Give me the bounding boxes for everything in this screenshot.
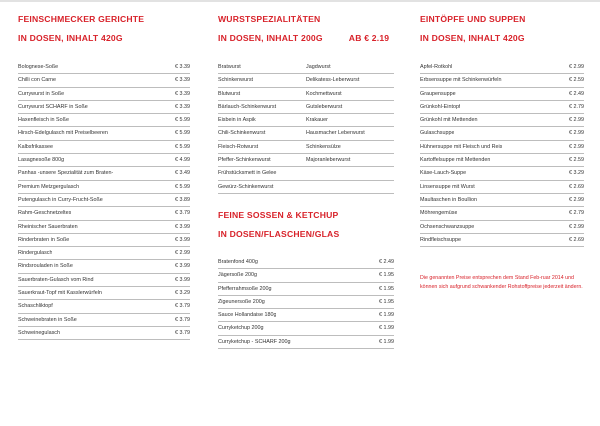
item-price: € 2.99 [175, 250, 190, 257]
item-name: Rinderbraten in Soße [18, 236, 70, 243]
item-price: € 1.95 [379, 272, 394, 279]
item-name: Rheinischer Sauerbraten [18, 223, 78, 230]
item-price: € 3.29 [175, 290, 190, 297]
item-price: € 2.99 [569, 196, 584, 203]
item-name: Grünkohl-Eintopf [420, 103, 461, 110]
item-price: € 3.89 [175, 196, 190, 203]
menu-row [218, 269, 394, 282]
menu-row [18, 314, 190, 327]
wurst-name-right: Delikatess-Leberwurst [306, 77, 360, 84]
item-name: Chilli con Carne [18, 77, 57, 84]
item-price: € 1.99 [379, 312, 394, 319]
item-name: Panhas -unsere Spezialität zum Braten- [18, 170, 114, 177]
wurst-row [218, 181, 394, 194]
item-price: € 3.99 [175, 223, 190, 230]
menu-row [218, 296, 394, 309]
menu-row [420, 181, 584, 194]
wurst-name-right: Majoranleberwurst [306, 157, 351, 164]
menu-row [420, 101, 584, 114]
menu-row [420, 194, 584, 207]
item-name: Rahm-Geschnetzeltes [18, 210, 72, 217]
item-name: Hirsch-Edelgulasch mit Preiselbeeren [18, 130, 108, 137]
item-price: € 3.79 [175, 210, 190, 217]
item-price: € 3.39 [175, 103, 190, 110]
wurst-name-right: Krakauer [306, 117, 328, 124]
item-price: € 3.79 [175, 329, 190, 336]
item-name: Hühnersuppe mit Fleisch und Reis [420, 143, 503, 150]
menu-row [218, 309, 394, 322]
item-name: Rindfleischsuppe [420, 236, 462, 243]
wurst-list [218, 61, 394, 194]
menu-row [218, 283, 394, 296]
menu-row [18, 61, 190, 74]
wurst-name-left: Fleisch-Rotwurst [218, 143, 259, 150]
item-name: Putengulasch in Curry-Frucht-Soße [18, 196, 103, 203]
wurst-name-left: Gewürz-Schinkenwurst [218, 183, 274, 190]
item-price: € 5.99 [175, 117, 190, 124]
item-price: € 2.99 [569, 64, 584, 70]
item-price: € 2.99 [569, 143, 584, 150]
item-price: € 5.99 [175, 130, 190, 137]
item-price: € 2.69 [569, 183, 584, 190]
column-eintoepfe [420, 0, 584, 292]
menu-row [18, 114, 190, 127]
menu-row [18, 127, 190, 140]
wurst-row [218, 141, 394, 154]
wurst-name-right: Gutsleberwurst [306, 103, 343, 110]
menu-row [420, 221, 584, 234]
menu-row [18, 88, 190, 101]
item-price: € 3.99 [175, 236, 190, 243]
section-heading-feinschmecker: FEINSCHMECKER GERICHTE IN DOSEN, INHALT 420G [18, 14, 145, 43]
item-price: € 3.29 [569, 170, 584, 177]
menu-row [18, 327, 190, 340]
item-price: € 2.79 [569, 103, 584, 110]
menu-row [18, 300, 190, 313]
menu-row [420, 127, 584, 140]
item-price: € 2.49 [379, 258, 394, 265]
menu-row [420, 74, 584, 87]
wurst-name-right [306, 181, 394, 193]
item-name: Gulaschsuppe [420, 130, 455, 137]
item-price: € 2.99 [569, 223, 584, 230]
menu-row [420, 88, 584, 101]
item-price: € 3.39 [175, 90, 190, 97]
menu-row [420, 207, 584, 220]
wurst-row [218, 167, 394, 180]
wurst-name-right [306, 167, 394, 179]
wurst-row [218, 127, 394, 140]
item-name: Bolognese-Soße [18, 64, 59, 70]
menu-row [18, 234, 190, 247]
item-price: € 1.95 [379, 298, 394, 305]
menu-row [420, 61, 584, 74]
item-name: Currywurst SCHARF in Soße [18, 103, 88, 110]
item-price: € 3.99 [175, 263, 190, 270]
wurst-row [218, 101, 394, 114]
wurst-name-left: Bärlauch-Schinkenwurst [218, 103, 277, 110]
item-name: Sauerbraten-Gulasch vom Rind [18, 276, 94, 283]
menu-row [218, 322, 394, 335]
item-name: Lasagnesoße 800g [18, 157, 65, 164]
item-name: Kalbsfrikassee [18, 143, 54, 150]
menu-row [18, 181, 190, 194]
section-heading-wurst: WURSTSPEZIALITÄTEN IN DOSEN, INHALT 200G AB € 2.19 [218, 14, 390, 43]
menu-row [18, 101, 190, 114]
item-name: Pfefferrahmsoße 200g [218, 285, 272, 292]
item-price: € 3.99 [175, 276, 190, 283]
item-price: € 1.95 [379, 285, 394, 292]
menu-row [218, 336, 394, 349]
item-price: € 5.99 [175, 143, 190, 150]
item-price: € 1.99 [379, 325, 394, 332]
wurst-name-left: Eisbein in Aspik [218, 117, 256, 124]
item-name: Ochsenschwanzsuppe [420, 223, 475, 230]
item-name: Currywurst in Soße [18, 90, 65, 97]
wurst-row [218, 114, 394, 127]
item-price: € 2.49 [569, 90, 584, 97]
item-name: Sauerkraut-Topf mit Kasslerwürfeln [18, 290, 102, 297]
item-price: € 4.99 [175, 157, 190, 164]
menu-row [18, 221, 190, 234]
menu-row [420, 114, 584, 127]
item-name: Erbsensuppe mit Schinkenwürfeln [420, 77, 502, 84]
column-wurst-sossen [218, 0, 394, 349]
item-name: Käse-Lauch-Suppe [420, 170, 467, 177]
item-name: Kartoffelsuppe mit Mettenden [420, 157, 491, 164]
menu-row [18, 74, 190, 87]
item-name: Rindsrouladen in Soße [18, 263, 73, 270]
item-name: Curryketchup 200g [218, 325, 264, 332]
item-name: Rindergulasch [18, 250, 53, 257]
item-name: Linsensuppe mit Wurst [420, 183, 475, 190]
menu-row [420, 154, 584, 167]
item-price: € 2.59 [569, 157, 584, 164]
item-name: Apfel-Rotkohl [420, 64, 453, 70]
menu-row [18, 260, 190, 273]
menu-row [420, 234, 584, 247]
wurst-price-from: AB € 2.19 [348, 33, 390, 43]
item-name: Schweinegulasch [18, 329, 60, 336]
item-name: Jägersoße 200g [218, 272, 257, 279]
item-name: Curryketchup - SCHARF 200g [218, 338, 291, 345]
item-name: Zigeunersoße 200g [218, 298, 265, 305]
menu-row [18, 194, 190, 207]
menu-row [18, 154, 190, 167]
menu-row [18, 167, 190, 180]
item-name: Maultaschen in Boullion [420, 196, 477, 203]
item-name: Bratenfond 400g [218, 258, 258, 265]
wurst-row [218, 61, 394, 74]
section-heading-sossen: FEINE SOSSEN & KETCHUP IN DOSEN/FLASCHEN/GLAS [218, 209, 340, 239]
item-price: € 2.99 [569, 130, 584, 137]
wurst-name-left: Schinkenwurst [218, 77, 254, 84]
item-price: € 1.99 [379, 338, 394, 345]
menu-row [18, 274, 190, 287]
menu-row [218, 256, 394, 269]
item-price: € 2.79 [569, 210, 584, 217]
item-name: Schweinebraten in Soße [18, 316, 77, 323]
item-price: € 3.49 [175, 170, 190, 177]
menu-row [18, 287, 190, 300]
wurst-name-left: Frühstücksmett in Gelee [218, 170, 277, 177]
wurst-name-left: Bratwurst [218, 64, 241, 70]
wurst-name-left: Chili-Schinkenwurst [218, 130, 266, 137]
item-price: € 2.59 [569, 77, 584, 84]
price-note: Die genannten Preise entsprechen dem Stand Feb-ruar 2014 und können sich aufgrund schwankender Rohstoffpreise jederzeit ändern. [420, 275, 583, 291]
price-list-sossen [218, 256, 394, 349]
wurst-name-left: Pfeffer-Schinkenwurst [218, 157, 271, 164]
wurst-name-right: Hausmacher Leberwurst [306, 130, 365, 137]
section-heading-eintoepfe: EINTÖPFE UND SUPPEN IN DOSEN, INHALT 420G [420, 14, 526, 43]
item-price: € 2.99 [569, 117, 584, 124]
menu-row [18, 247, 190, 260]
wurst-row [218, 74, 394, 87]
item-price: € 3.39 [175, 64, 190, 70]
price-list-feinschmecker [18, 61, 190, 340]
column-feinschmecker [18, 0, 190, 340]
wurst-name-right: Schinkensülze [306, 143, 341, 150]
item-price: € 3.39 [175, 77, 190, 84]
menu-row [18, 207, 190, 220]
item-price: € 3.79 [175, 316, 190, 323]
wurst-name-left: Blutwurst [218, 90, 241, 97]
wurst-name-right: Jagdwurst [306, 64, 331, 70]
wurst-name-right: Kochmettwurst [306, 90, 342, 97]
menu-row [18, 141, 190, 154]
item-price: € 3.79 [175, 303, 190, 310]
item-name: Schaschliktopf [18, 303, 53, 310]
menu-row [420, 141, 584, 154]
item-name: Graupensuppe [420, 90, 456, 97]
price-list-eintoepfe [420, 61, 584, 247]
item-price: € 5.99 [175, 183, 190, 190]
item-name: Möhrengemüse [420, 210, 458, 217]
wurst-row [218, 88, 394, 101]
item-name: Grünkohl mit Mettenden [420, 117, 478, 124]
item-price: € 2.69 [569, 236, 584, 243]
wurst-row [218, 154, 394, 167]
item-name: Sauce Hollandaise 180g [218, 312, 277, 319]
item-name: Haxenfleisch in Soße [18, 117, 69, 124]
item-name: Premium Metzgergulasch [18, 183, 80, 190]
menu-row [420, 167, 584, 180]
